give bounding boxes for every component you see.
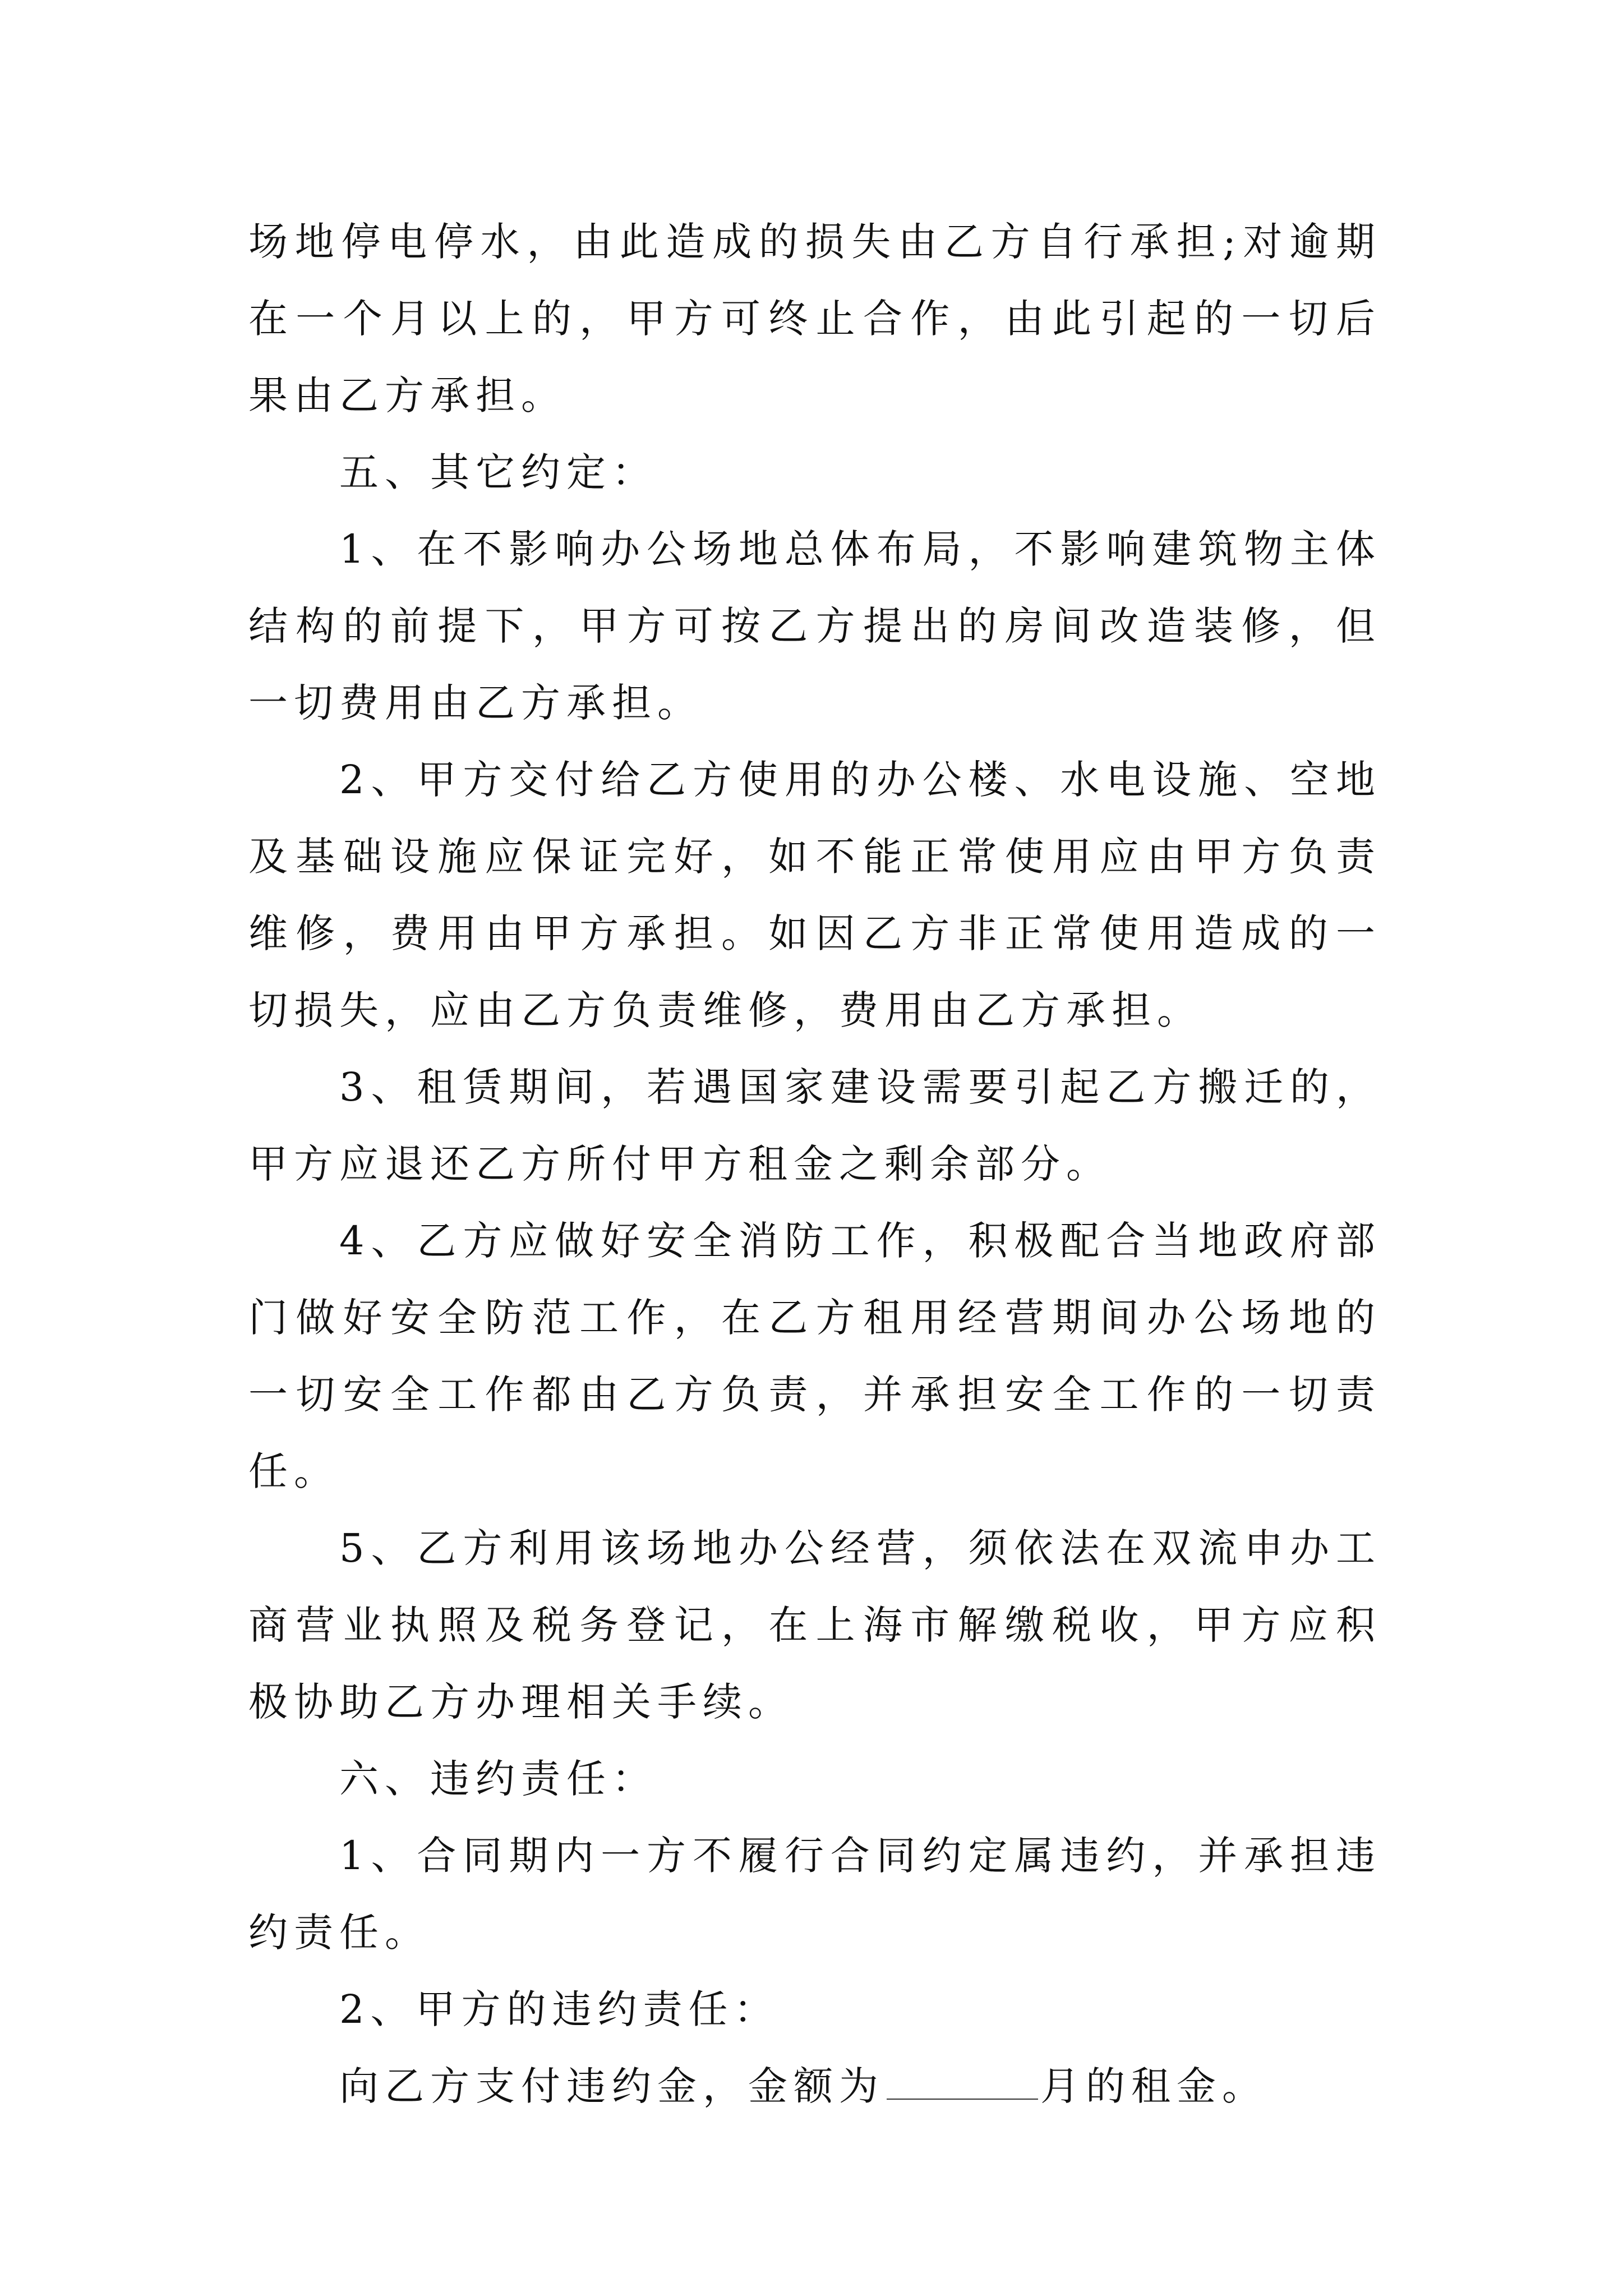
breach-clause-1: 1、合同期内一方不履行合同约定属违约，并承担违约责任。 [248, 1833, 1381, 1955]
clause-3-relocation: 3、租赁期间，若遇国家建设需要引起乙方搬迁的，甲方应退还乙方所付甲方租金之剩余部分。 [248, 1064, 1381, 1187]
penalty-line [248, 2048, 1381, 2125]
clause-4-safety: 4、乙方应做好安全消防工作，积极配合当地政府部门做好安全防范工作，在乙方租用经营期间办公场地的一切安全工作都由乙方负责，并承担安全工作的一切责任。 [248, 1218, 1381, 1494]
contract-text-body [248, 204, 1381, 2125]
penalty-text-after: 月的租金。 [1040, 2063, 1267, 2109]
clause-2-facilities: 2、甲方交付给乙方使用的办公楼、水电设施、空地及基础设施应保证完好，如不能正常使用应由甲方负责维修，费用由甲方承担。如因乙方非正常使用造成的一切损失，应由乙方负责维修，费用由乙方承担。 [248, 757, 1381, 1033]
clause-5-business-license: 5、乙方利用该场地办公经营，须依法在双流申办工商营业执照及税务登记，在上海市解缴税收，甲方应积极协助乙方办理相关手续。 [248, 1525, 1381, 1725]
fill-in-blank [887, 2098, 1038, 2100]
paragraph-continuation: 场地停电停水，由此造成的损失由乙方自行承担;对逾期在一个月以上的，甲方可终止合作，由此引起的一切后果由乙方承担。 [248, 219, 1381, 418]
penalty-text-before: 向乙方支付违约金，金额为 [339, 2063, 884, 2109]
breach-clause-2-party-a: 2、甲方的违约责任： [339, 1986, 780, 2032]
section-heading-breach-liability: 六、违约责任： [339, 1756, 657, 1802]
clause-1-renovation: 1、在不影响办公场地总体布局，不影响建筑物主体结构的前提下，甲方可按乙方提出的房间改造装修，但一切费用由乙方承担。 [248, 526, 1381, 726]
section-heading-other-agreements: 五、其它约定： [339, 449, 657, 495]
